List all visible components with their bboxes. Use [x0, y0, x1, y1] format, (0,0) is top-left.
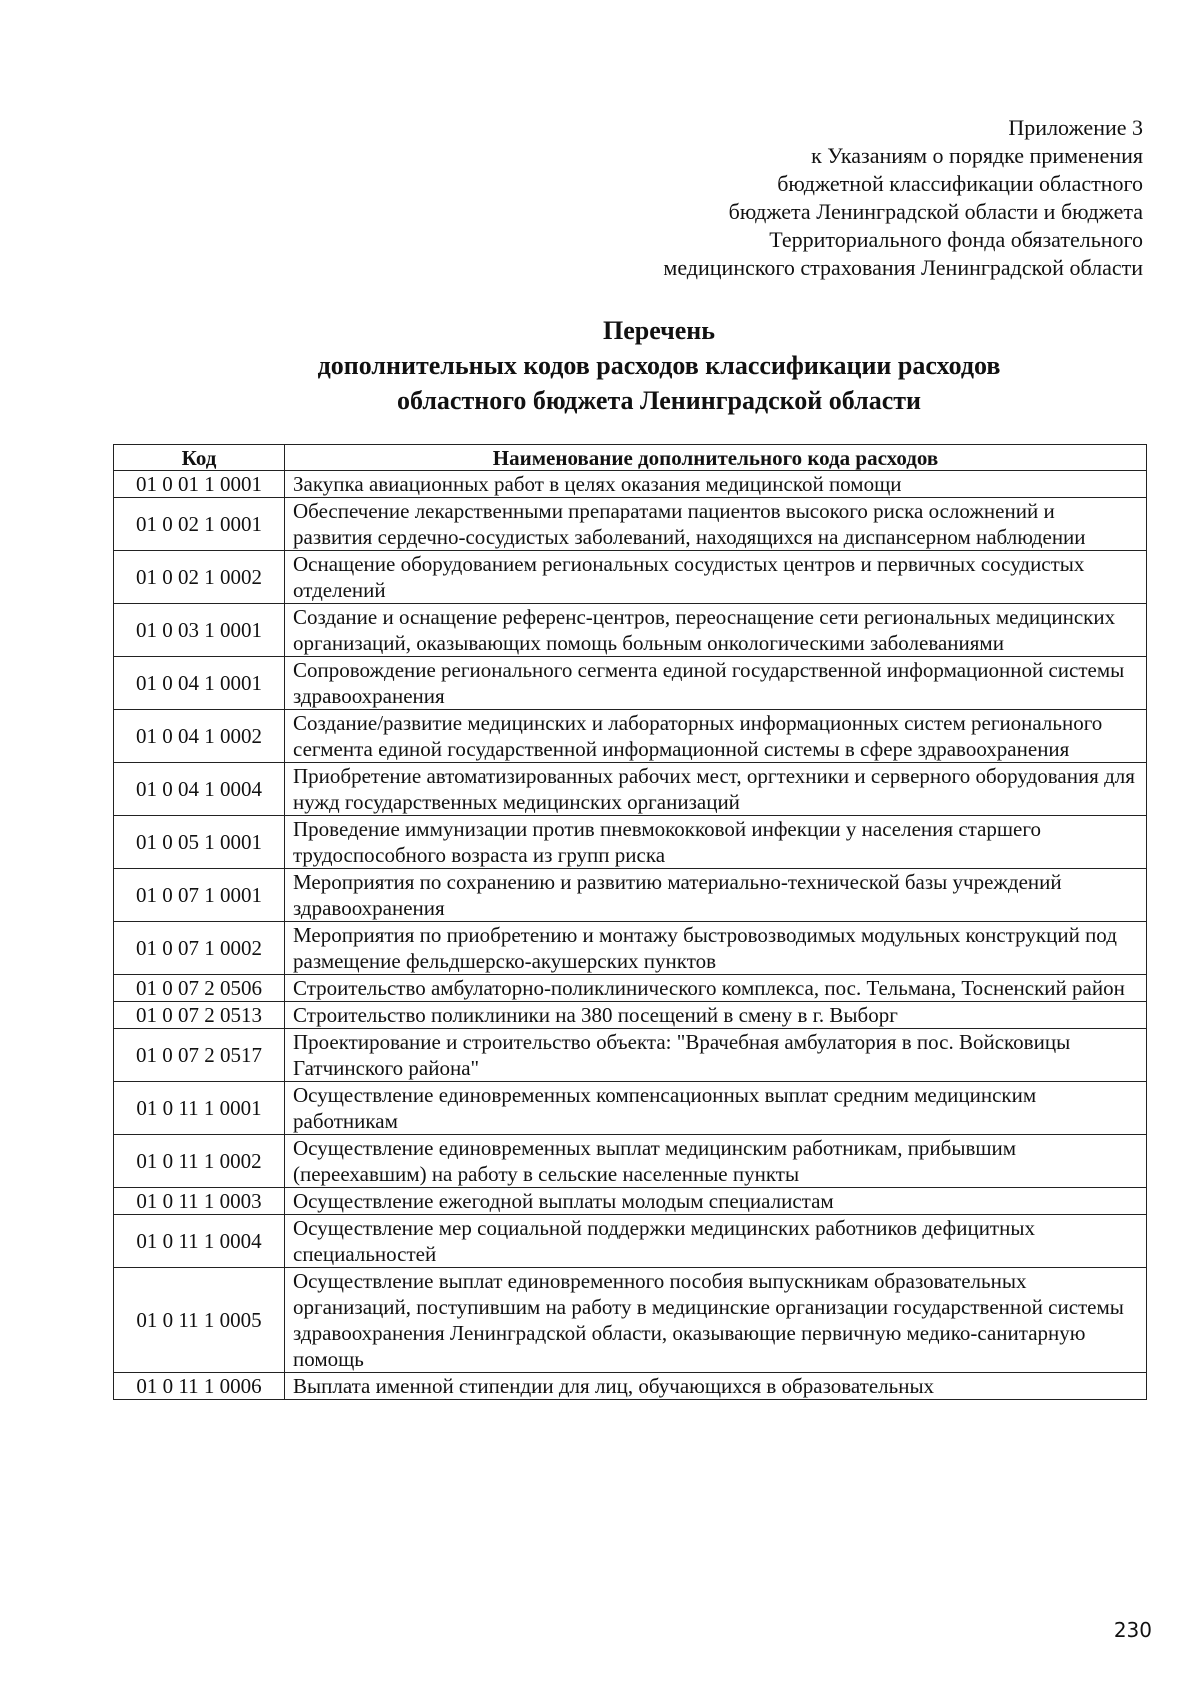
name-cell: Осуществление ежегодной выплаты молодым специалистам — [285, 1188, 1147, 1215]
code-cell: 01 0 07 2 0506 — [114, 975, 285, 1002]
name-cell: Осуществление выплат единовременного пособия выпускникам образовательных организаций, поступившим на работу в медицинские организации государственной системы здравоохранения Ленинградской области, оказывающие первичную медико-санитарную помощь — [285, 1268, 1147, 1373]
code-cell: 01 0 04 1 0004 — [114, 763, 285, 816]
code-cell: 01 0 05 1 0001 — [114, 816, 285, 869]
name-cell: Проведение иммунизации против пневмококковой инфекции у населения старшего трудоспособного возраста из групп риска — [285, 816, 1147, 869]
name-cell: Оснащение оборудованием региональных сосудистых центров и первичных сосудистых отделений — [285, 551, 1147, 604]
header-line: Приложение 3 — [1008, 115, 1143, 140]
code-cell: 01 0 07 1 0002 — [114, 922, 285, 975]
header-line: к Указаниям о порядке применения — [811, 143, 1143, 168]
table-row — [114, 1215, 1147, 1268]
title-line: дополнительных кодов расходов классификации расходов — [317, 351, 1001, 380]
table-row — [114, 1373, 1147, 1400]
code-cell: 01 0 03 1 0001 — [114, 604, 285, 657]
code-cell: 01 0 11 1 0005 — [114, 1268, 285, 1373]
page-number: 230 — [1113, 1618, 1152, 1642]
name-cell: Проектирование и строительство объекта: "Врачебная амбулатория в пос. Войсковицы Гатчинского района" — [285, 1029, 1147, 1082]
name-cell: Осуществление единовременных выплат медицинским работникам, прибывшим (переехавшим) на работу в сельские населенные пункты — [285, 1135, 1147, 1188]
table-row — [114, 763, 1147, 816]
header-line: бюджетной классификации областного — [777, 171, 1143, 196]
table-row — [114, 1002, 1147, 1029]
name-cell: Выплата именной стипендии для лиц, обучающихся в образовательных — [285, 1373, 1147, 1400]
code-cell: 01 0 11 1 0004 — [114, 1215, 285, 1268]
table-row — [114, 471, 1147, 498]
table-row — [114, 604, 1147, 657]
code-cell: 01 0 11 1 0006 — [114, 1373, 285, 1400]
table-row — [114, 1029, 1147, 1082]
header-line: медицинского страхования Ленинградской области — [663, 255, 1143, 280]
table-row — [114, 1135, 1147, 1188]
name-cell: Приобретение автоматизированных рабочих мест, оргтехники и серверного оборудования для нужд государственных медицинских организаций — [285, 763, 1147, 816]
appendix-header — [663, 114, 1143, 282]
code-cell: 01 0 11 1 0002 — [114, 1135, 285, 1188]
code-cell: 01 0 11 1 0003 — [114, 1188, 285, 1215]
name-cell: Строительство амбулаторно-поликлинического комплекса, пос. Тельмана, Тосненский район — [285, 975, 1147, 1002]
column-header-code: Код — [114, 445, 285, 471]
table-row — [114, 922, 1147, 975]
header-line: Территориального фонда обязательного — [769, 227, 1143, 252]
name-cell: Обеспечение лекарственными препаратами пациентов высокого риска осложнений и развития сердечно-сосудистых заболеваний, находящихся на диспансерном наблюдении — [285, 498, 1147, 551]
name-cell: Осуществление мер социальной поддержки медицинских работников дефицитных специальностей — [285, 1215, 1147, 1268]
table-row — [114, 657, 1147, 710]
name-cell: Создание и оснащение референс-центров, переоснащение сети региональных медицинских организаций, оказывающих помощь больным онкологическими заболеваниями — [285, 604, 1147, 657]
code-cell: 01 0 07 2 0513 — [114, 1002, 285, 1029]
code-cell: 01 0 01 1 0001 — [114, 471, 285, 498]
name-cell: Осуществление единовременных компенсационных выплат средним медицинским работникам — [285, 1082, 1147, 1135]
code-cell: 01 0 04 1 0001 — [114, 657, 285, 710]
code-cell: 01 0 02 1 0002 — [114, 551, 285, 604]
codes-table — [113, 444, 1147, 1400]
table-row — [114, 1268, 1147, 1373]
name-cell: Мероприятия по приобретению и монтажу быстровозводимых модульных конструкций под размещение фельдшерско-акушерских пунктов — [285, 922, 1147, 975]
title-line: Перечень — [602, 316, 716, 345]
table-row — [114, 869, 1147, 922]
code-cell: 01 0 11 1 0001 — [114, 1082, 285, 1135]
code-cell: 01 0 04 1 0002 — [114, 710, 285, 763]
table-row — [114, 498, 1147, 551]
table-row — [114, 710, 1147, 763]
name-cell: Строительство поликлиники на 380 посещений в смену в г. Выборг — [285, 1002, 1147, 1029]
table-row — [114, 816, 1147, 869]
code-cell: 01 0 07 2 0517 — [114, 1029, 285, 1082]
name-cell: Закупка авиационных работ в целях оказания медицинской помощи — [285, 471, 1147, 498]
table-row — [114, 1188, 1147, 1215]
code-cell: 01 0 02 1 0001 — [114, 498, 285, 551]
name-cell: Мероприятия по сохранению и развитию материально-технической базы учреждений здравоохранения — [285, 869, 1147, 922]
name-cell: Сопровождение регионального сегмента единой государственной информационной системы здравоохранения — [285, 657, 1147, 710]
table-row — [114, 551, 1147, 604]
table-row — [114, 975, 1147, 1002]
table-row — [114, 1082, 1147, 1135]
document-title — [113, 313, 1200, 418]
name-cell: Создание/развитие медицинских и лабораторных информационных систем регионального сегмента единой государственной информационной системы в сфере здравоохранения — [285, 710, 1147, 763]
code-cell: 01 0 07 1 0001 — [114, 869, 285, 922]
title-line: областного бюджета Ленинградской области — [396, 386, 922, 415]
header-line: бюджета Ленинградской области и бюджета — [728, 199, 1143, 224]
column-header-name: Наименование дополнительного кода расходов — [285, 445, 1147, 471]
table-header-row — [114, 445, 1147, 471]
